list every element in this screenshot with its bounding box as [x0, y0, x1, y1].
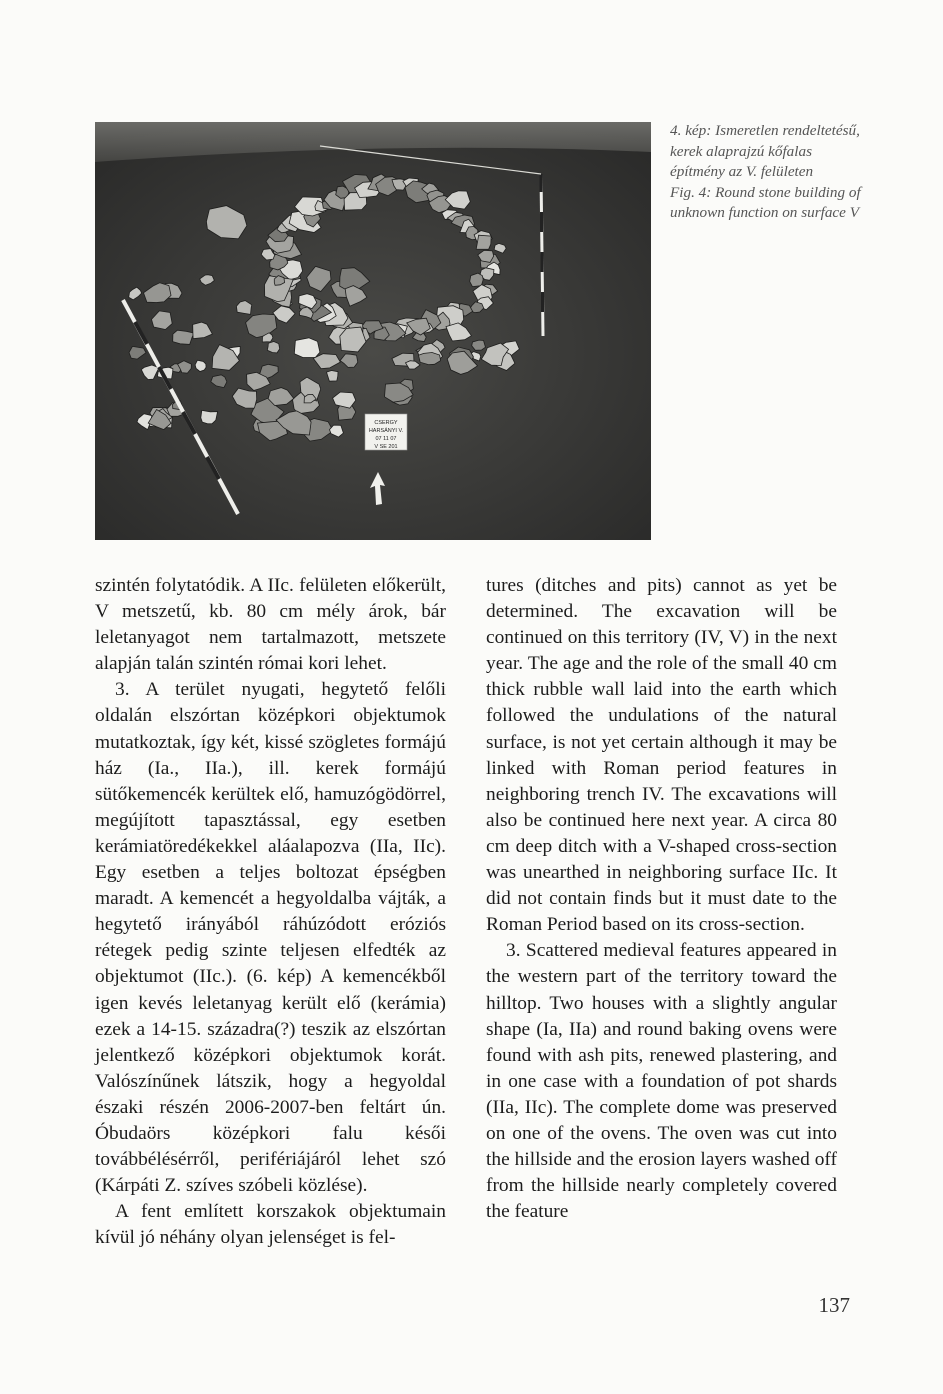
tag-line-2: HARSÁNYI V. — [368, 428, 404, 434]
stone — [267, 342, 279, 353]
stone — [294, 338, 320, 358]
photo-illustration — [95, 122, 651, 540]
stone — [419, 353, 441, 365]
caption-english: Fig. 4: Round stone building of unknown function on surface V — [670, 183, 861, 222]
paragraph-1: szintén folytatódik. A IIc. felületen előkerült, V metszetű, kb. 80 cm mély árok, bár leletanyagot nem tartalmazott, metszete alapján talán szintén római kori lehet. — [95, 575, 446, 675]
excavation-photo — [95, 122, 651, 540]
figure-caption — [670, 121, 870, 224]
stone — [472, 340, 486, 350]
tag-line-4: V SE 201 — [374, 444, 398, 450]
tag-line-1: CSERGY — [374, 420, 398, 426]
paragraph-1: tures (ditches and pits) cannot as yet be determined. The excavation will be continued on this territory (IV, V) in the next year. The age and the role of the small 40 cm thick rubble wall laid into the earth which followed the undulations of the natural surface, is not yet certain although it may be linked with Roman period features in neighboring trench IV. The excavations will also be continued here next year. A circa 80 cm deep ditch with a V-shaped cross-section was unearthed in neighboring surface IIc. It did not contain finds but it must date to the Roman Period based on its cross-section. — [486, 575, 837, 936]
paragraph-2: 3. A terület nyugati, hegytető felőli oldalán elszórtan középkori objektumok mutatkoztak, így két, kissé szögletes formájú ház (Ia., IIa.), ill. kerek formájú sütőkemencék kerültek elő, hamuzógödörrel, megújított tapasztással, egy esetben kerámiatöredékekkel aláalapozva (IIa, IIc). Egy esetben a teljes boltozat épségben maradt. A kemencét a hegyoldalba vájták, a hegytető irányából ráhúzódott eróziós rétegek pedig szinte teljesen elfedték az objektumot (IIc.). (6. kép) A kemencékből igen kevés leletanyag került elő (kerámia) ezek a 14-15. századra(?) teszik az elszórtan jelentkező középkori objektumok korát. Valószínűnek látszik, hogy a hegyoldal északi részén 2006-2007-ben feltárt ún. Óbudaörs középkori falu késői továbbélésérről, perifériájáról lehet szó (Kárpáti Z. szíves szóbeli közlése). — [95, 679, 446, 1197]
right-column-english — [486, 573, 837, 1225]
paragraph-3: A fent említett korszakok objektumain kívül jó néhány olyan jelenséget is fel- — [95, 1201, 446, 1249]
measuring-rod-vertical — [541, 174, 543, 336]
feature-label-tag — [365, 414, 407, 450]
page-number: 137 — [818, 1293, 850, 1317]
left-column-hungarian — [95, 573, 446, 1251]
caption-hungarian: 4. kép: Ismeretlen rendeltetésű, kerek alaprajzú kőfalas építmény az V. felületen — [670, 122, 860, 181]
stone — [476, 235, 491, 249]
paragraph-2: 3. Scattered medieval features appeared in the western part of the territory toward the hilltop. Two houses with a slightly angular shape (Ia, IIa) and round baking ovens were found with ash pits, renewed plastering, and in one case with a foundation of pot shards (IIa, IIc). The complete dome was preserved on one of the ovens. The oven was cut into the hillside and the erosion layers washed off from the hillside nearly completely covered the feature — [486, 940, 837, 1223]
tag-line-3: 07 11 07 — [375, 436, 397, 442]
